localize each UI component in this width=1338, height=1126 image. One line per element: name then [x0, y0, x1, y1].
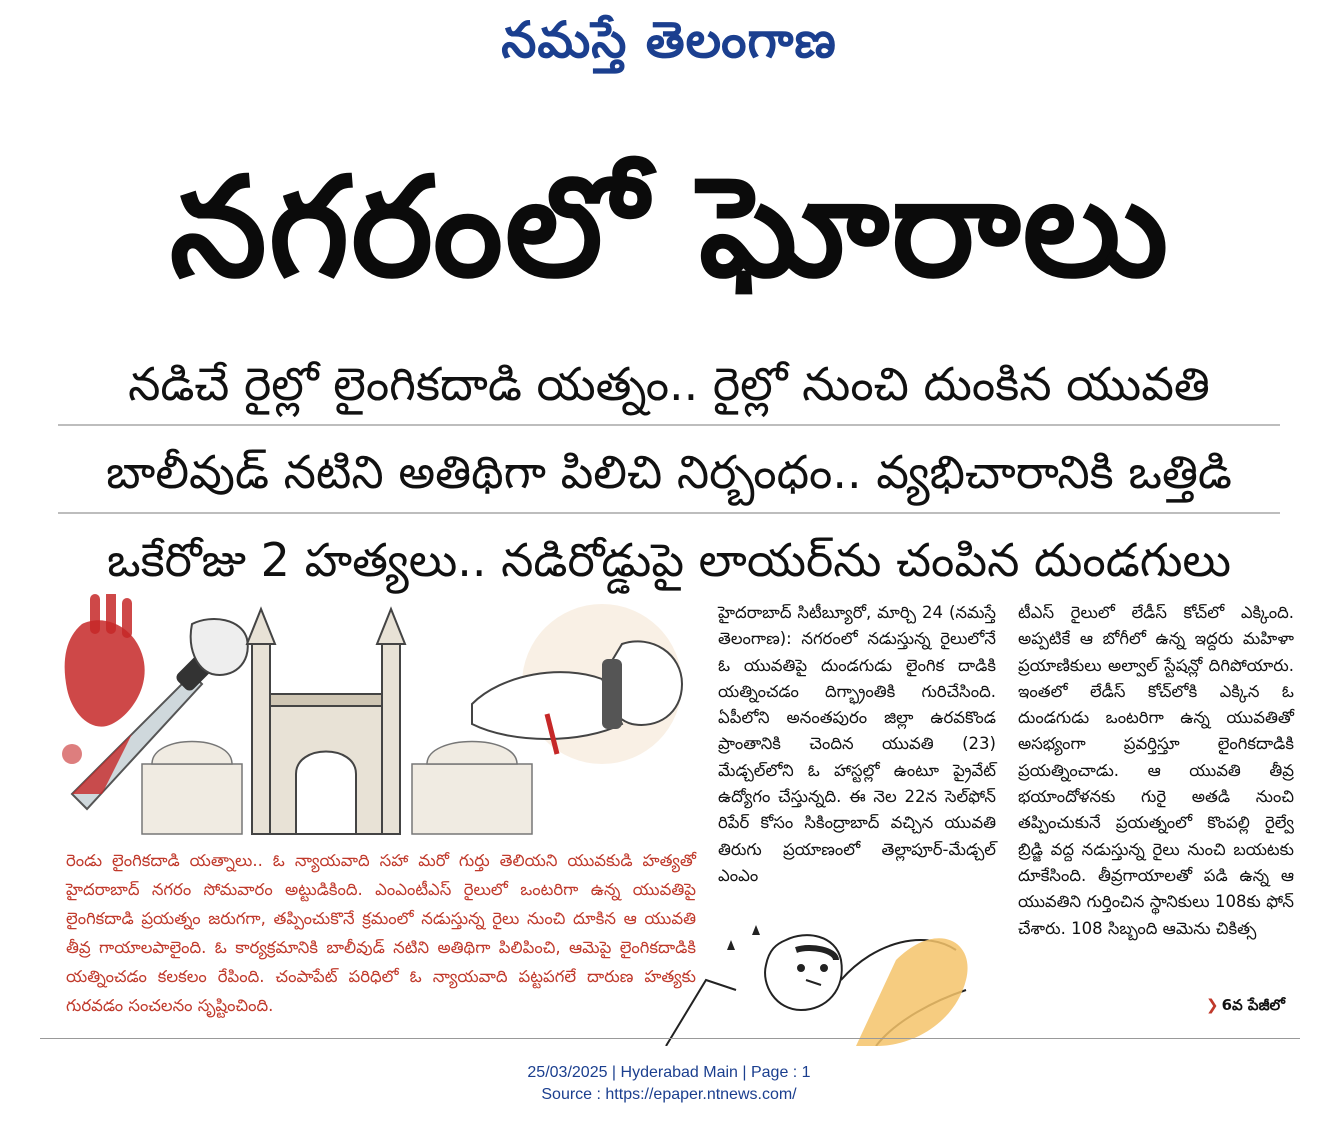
deck-line-1: నడిచే రైల్లో లైంగికదాడి యత్నం.. రైల్లో నుంచి దుంకిన యువతి — [128, 357, 1210, 411]
deck-divider-2 — [58, 512, 1280, 514]
cartoon-illustration — [636, 920, 1256, 1046]
deck-line-3: ఒకేరోజు 2 హత్యలు.. నడిరోడ్డుపై లాయర్‌ను చంపిన దుండగులు — [106, 533, 1232, 587]
deck-divider-1 — [58, 424, 1280, 426]
cuffed-hand-icon — [472, 604, 682, 764]
arrow-icon: ❯ — [1206, 996, 1219, 1014]
article-column-2: టీఎస్ రైలులో లేడీస్ కోచ్‌లో ఎక్కింది. అప్పటికే ఆ బోగీలో ఉన్న ఇద్దరు మహిళా ప్రయాణికులు అల్వాల్ స్టేషన్లో దిగిపోయారు. ఇంతలో లేడీస్ కోచ్‌లోకి ఎక్కిన ఓ దుండగుడు ఒంటరిగా ఉన్న యువతితో అసభ్యంగా ప్రవర్తిస్తూ లైంగికదాడికి ప్రయత్నించాడు. ఆ యువతి తీవ్ర భయాందోళనకు గురై అతడి నుంచి తప్పించుకునే ప్రయత్నంలో కొంపల్లి రైల్వే బ్రిడ్జి వద్ద నడుస్తున్న రైలు నుంచి బయటకు దూకేసింది. తీవ్రగాయాలతో పడి ఉన్న ఆ యువతిని గుర్తించిన స్థానికులు 108కు ఫోన్ చేశారు. 108 సిబ్బంది ఆమెను చికిత్స — [1018, 603, 1294, 938]
footer-source-link[interactable]: Source : https://epaper.ntnews.com/ — [541, 1086, 797, 1103]
deck-line-2: బాలీవుడ్ నటిని అతిథిగా పిలిచి నిర్బంధం.. వ్యభిచారానికి ఒత్తిడి — [106, 445, 1232, 499]
article-column-1: హైదరాబాద్ సిటీబ్యూరో, మార్చి 24 (నమస్తే తెలంగాణ): నగరంలో నడుస్తున్న రైలులోనే ఓ యువతిపై దుండగుడు లైంగిక దాడికి యత్నించడం దిగ్భ్రాంతికి గురిచేసింది. ఏపీలోని అనంతపురం జిల్లా ఉరవకొండ ప్రాంతానికి చెందిన యువతి (23) మేడ్చల్‌లోని ఓ హాస్టల్లో ఉంటూ ప్రైవేట్ ఉద్యోగం చేస్తున్నది. ఈ నెల 22న సెల్‌ఫోన్ రిపేర్ కోసం సికింద్రాబాద్ వచ్చిన యువతి తిరుగు ప్రయాణంలో తెల్లాపూర్-మేడ్చల్ ఎంఎం — [718, 603, 996, 885]
footer-edition-info: 25/03/2025 | Hyderabad Main | Page : 1 — [527, 1064, 811, 1081]
sweat-drop-icon — [727, 925, 760, 950]
footer-divider — [40, 1038, 1300, 1039]
summary-paragraph: రెండు లైంగికదాడి యత్నాలు.. ఓ న్యాయవాది సహా మరో గుర్తు తెలియని యువకుడి హత్యతో హైదరాబాద్ నగరం సోమవారం అట్టుడికింది. ఎంఎంటీఎస్ రైలులో ఒంటరిగా ఉన్న యువతిపై లైంగికదాడి ప్రయత్నం జరుగగా, తప్పించుకొనే క్రమంలో నడుస్తున్న రైలు నుంచి దూకిన ఆ యువతి తీవ్ర గాయాలపాలైంది. ఓ కార్యక్రమానికి బాలీవుడ్ నటిని అతిథిగా పిలిపించి, ఆమెపై లైంగికదాడికి యత్నించడం కలకలం రేపింది. చంపాపేట్ పరిధిలో ఓ న్యాయవాది పట్టపగలే దారుణ హత్యకు గురవడం సంచలనం సృష్టించింది. — [66, 851, 696, 1015]
continue-label: 6వ పేజీలో — [1221, 996, 1285, 1014]
charminar-icon — [247, 609, 405, 834]
main-headline: నగరంలో ఘోరాలు — [169, 147, 1171, 308]
continue-on-page-6 — [1206, 996, 1285, 1018]
crime-illustration — [42, 594, 708, 840]
masthead-title: నమస్తే తెలంగాణ — [501, 10, 837, 69]
